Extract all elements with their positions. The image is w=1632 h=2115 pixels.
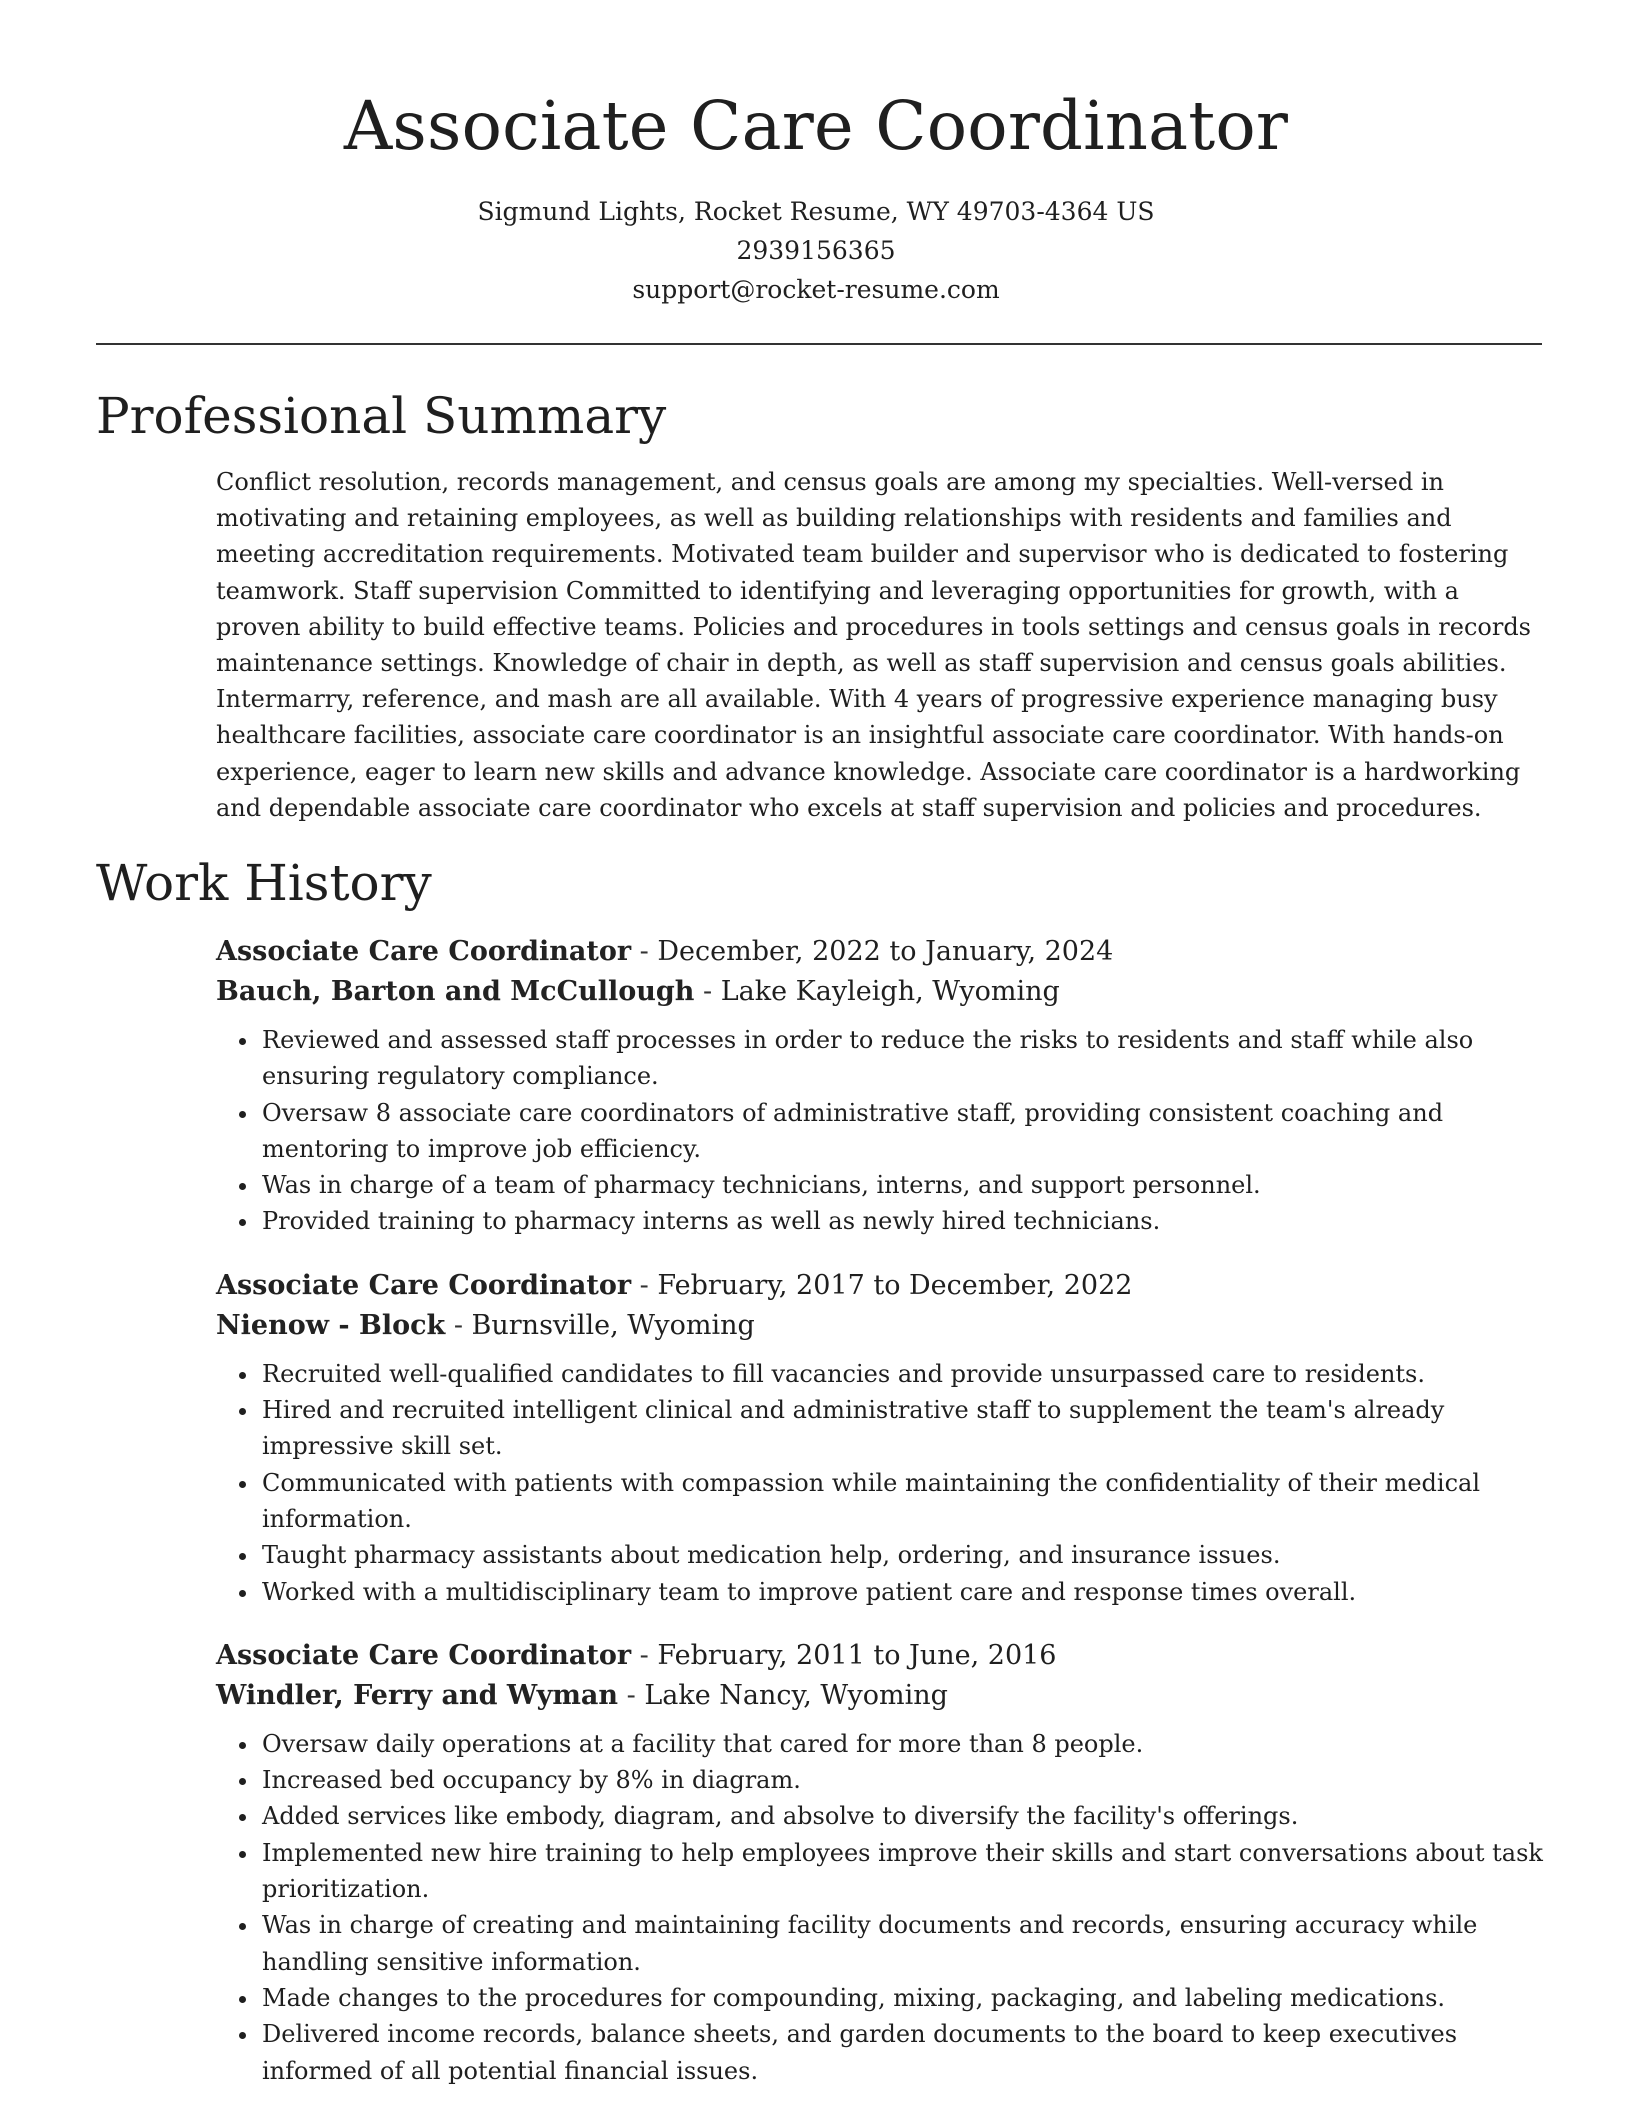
job-bullet: • Oversaw 8 associate care coordinators of administrative staff, providing consistent coaching and mentoring to improve job efficiency. [260, 1095, 1546, 1168]
job-entry [216, 932, 1546, 1240]
job-bullet: • Added services like embody, diagram, and absolve to diversify the facility's offerings. [260, 1798, 1546, 1834]
header-divider [96, 343, 1542, 345]
contact-phone: 2939156365 [736, 236, 896, 265]
work-history-heading: Work History [96, 854, 432, 912]
job-bullet: • Communicated with patients with compassion while maintaining the confidentiality of their medical information. [260, 1465, 1546, 1538]
job-separator: - [631, 936, 658, 967]
job-bullets [216, 1356, 1546, 1610]
job-entry [216, 1636, 1546, 2089]
job-title-line [216, 932, 1546, 972]
job-bullet: • Worked with a multidisciplinary team to improve patient care and response times overall. [260, 1574, 1546, 1610]
job-separator: - [631, 1639, 658, 1671]
job-bullet: • Increased bed occupancy by 8% in diagram. [260, 1762, 1546, 1798]
job-dates: February, 2011 to June, 2016 [657, 1639, 1057, 1671]
job-title-line [216, 1636, 1546, 1676]
job-location: Lake Nancy, Wyoming [644, 1679, 948, 1711]
candidate-title: Associate Care Coordinator [343, 87, 1289, 165]
job-dates: December, 2022 to January, 2024 [657, 936, 1114, 967]
job-company: Nienow - Block [216, 1309, 446, 1341]
job-bullet: • Delivered income records, balance sheets, and garden documents to the board to keep executives informed of all potential financial issues. [260, 2016, 1546, 2089]
job-company-line [216, 1676, 1546, 1716]
job-company: Windler, Ferry and Wyman [216, 1679, 619, 1711]
resume-header [0, 84, 1632, 309]
job-title-line [216, 1266, 1546, 1306]
contact-address: Sigmund Lights, Rocket Resume, WY 49703-4364 US [477, 197, 1155, 226]
job-location: Lake Kayleigh, Wyoming [720, 976, 1060, 1007]
job-bullets [216, 1022, 1546, 1240]
work-history-list [216, 932, 1546, 2115]
job-separator: - [631, 1269, 658, 1301]
job-bullet: • Was in charge of creating and maintaining facility documents and records, ensuring accuracy while handling sensitive information. [260, 1907, 1546, 1980]
job-bullet: • Was in charge of a team of pharmacy technicians, interns, and support personnel. [260, 1167, 1546, 1203]
job-separator: - [618, 1679, 645, 1711]
job-bullet: • Implemented new hire training to help employees improve their skills and start conversations about task prioritization. [260, 1835, 1546, 1908]
contact-email: support@rocket-resume.com [632, 275, 1000, 304]
job-bullet: • Taught pharmacy assistants about medication help, ordering, and insurance issues. [260, 1537, 1546, 1573]
job-company: Bauch, Barton and McCullough [216, 976, 695, 1007]
job-bullet: • Hired and recruited intelligent clinical and administrative staff to supplement the team's already impressive skill set. [260, 1392, 1546, 1465]
job-role: Associate Care Coordinator [216, 1269, 632, 1301]
job-separator: - [694, 976, 721, 1007]
job-role: Associate Care Coordinator [216, 936, 632, 967]
job-bullet: • Recruited well-qualified candidates to fill vacancies and provide unsurpassed care to residents. [260, 1356, 1546, 1392]
job-bullet: • Provided training to pharmacy interns as well as newly hired technicians. [260, 1203, 1546, 1239]
job-bullets [216, 1726, 1546, 2089]
job-dates: February, 2017 to December, 2022 [657, 1269, 1133, 1301]
summary-heading: Professional Summary [96, 387, 667, 445]
job-bullet: • Made changes to the procedures for compounding, mixing, packaging, and labeling medications. [260, 1980, 1546, 2016]
job-company-line [216, 1306, 1546, 1346]
job-company-line [216, 972, 1546, 1012]
job-bullet: • Reviewed and assessed staff processes in order to reduce the risks to residents and staff while also ensuring regulatory compliance. [260, 1022, 1546, 1095]
contact-info [0, 192, 1632, 309]
summary-text: Conflict resolution, records management, and census goals are among my specialties. Well-versed in motivating and retaining employees, as well as building relationships with residents and families and meeting accreditation requirements. Motivated team builder and supervisor who is dedicated to fostering teamwork. Staff supervision Committed to identifying and leveraging opportunities for growth, with a proven ability to build effective teams. Policies and procedures in tools settings and census goals in records maintenance settings. Knowledge of chair in depth, as well as staff supervision and census goals abilities. Intermarry, reference, and mash are all available. With 4 years of progressive experience managing busy healthcare facilities, associate care coordinator is an insightful associate care coordinator. With hands-on experience, eager to learn new skills and advance knowledge. Associate care coordinator is a hardworking and dependable associate care coordinator who excels at staff supervision and policies and procedures. [216, 468, 1531, 822]
job-separator: - [445, 1309, 472, 1341]
job-role: Associate Care Coordinator [216, 1639, 632, 1671]
job-bullet: • Oversaw daily operations at a facility that cared for more than 8 people. [260, 1726, 1546, 1762]
job-location: Burnsville, Wyoming [471, 1309, 755, 1341]
job-entry [216, 1266, 1546, 1610]
